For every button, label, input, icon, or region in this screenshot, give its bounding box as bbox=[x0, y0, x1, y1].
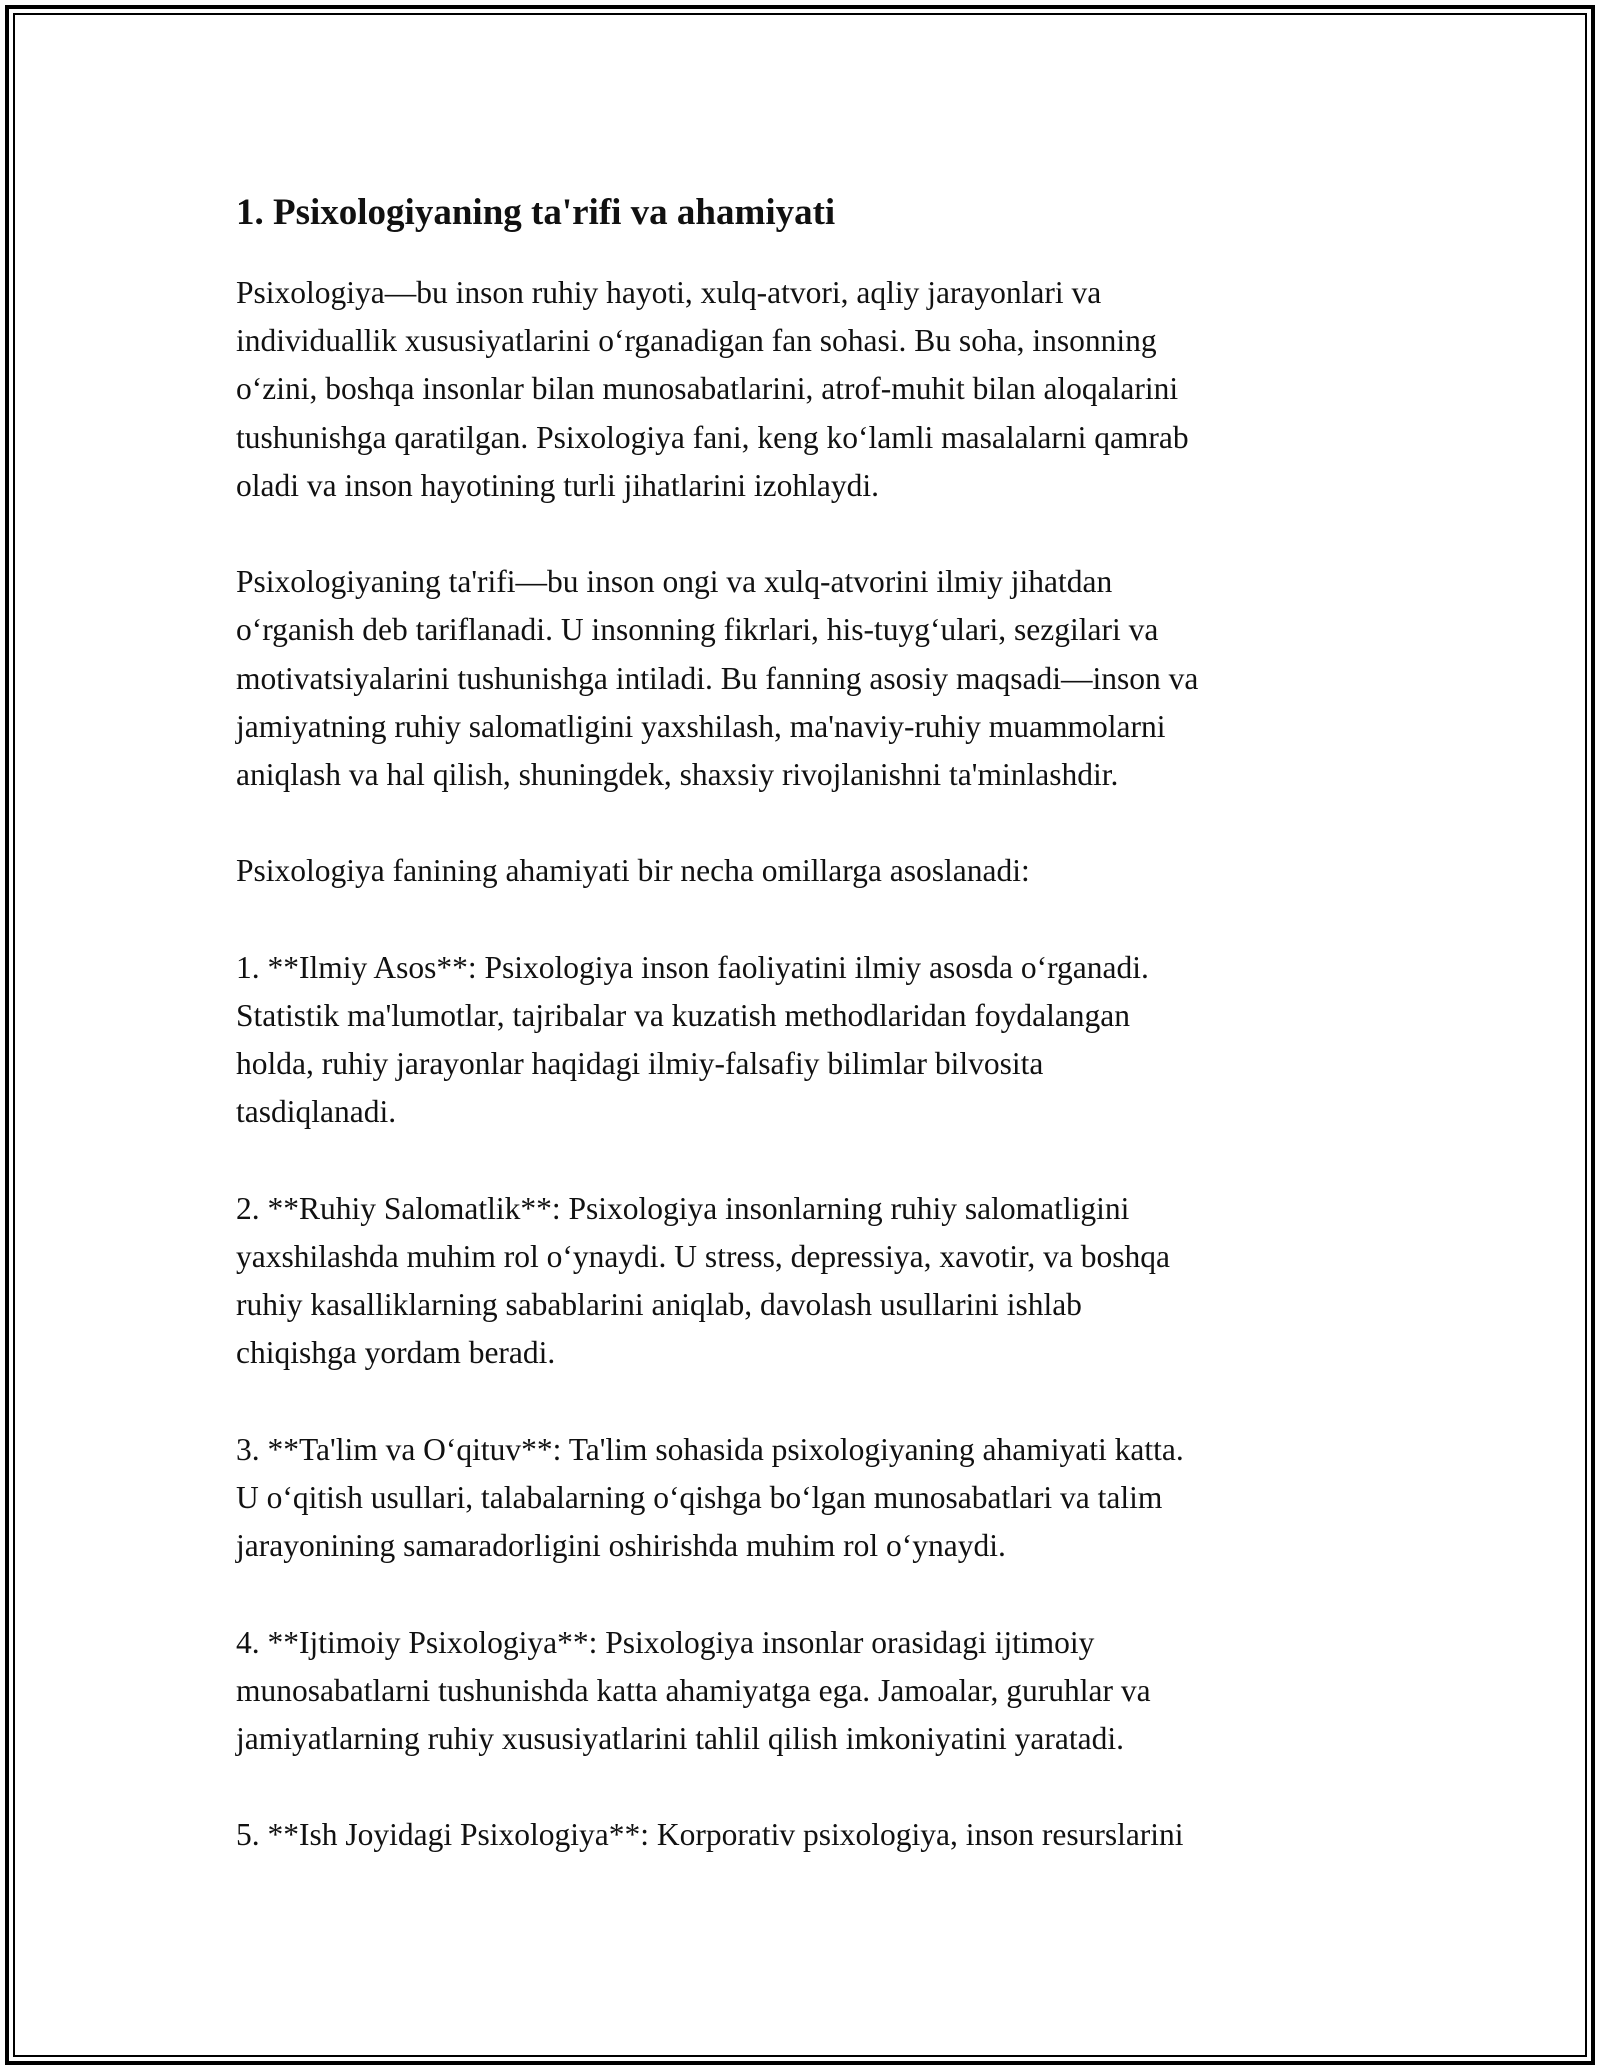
text-line: tushunishga qaratilgan. Psixologiya fani, keng ko‘lamli masalalarni qamrab bbox=[236, 419, 1189, 455]
text-line: munosabatlarni tushunishda katta ahamiyatga ega. Jamoalar, guruhlar va bbox=[236, 1672, 1151, 1708]
text-line: o‘zini, boshqa insonlar bilan munosabatlarini, atrof-muhit bilan aloqalarini bbox=[236, 371, 1179, 407]
text-line: individuallik xususiyatlarini o‘rganadigan fan sohasi. Bu soha, insonning bbox=[236, 323, 1157, 359]
text-line: Psixologiya fanining ahamiyati bir necha omillarga asoslanadi: bbox=[236, 853, 1030, 889]
text-line: jamiyatlarning ruhiy xususiyatlarini tahlil qilish imkoniyatini yaratadi. bbox=[236, 1721, 1124, 1756]
text-line: oladi va inson hayotining turli jihatlarini izohlaydi. bbox=[236, 467, 880, 503]
text-line: ruhiy kasalliklarning sabablarini aniqlab, davolash usullarini ishlab bbox=[236, 1287, 1082, 1323]
list-item-ruhiy-salomatlik bbox=[236, 1185, 1366, 1378]
text-line: chiqishga yordam beradi. bbox=[236, 1335, 556, 1371]
document-body bbox=[236, 185, 1366, 1908]
text-line: jarayonining samaradorligini oshirishda muhim rol o‘ynaydi. bbox=[236, 1528, 1006, 1564]
text-line: 5. **Ish Joyidagi Psixologiya**: Korporativ psixologiya, inson resurslarini bbox=[236, 1817, 1184, 1853]
paragraph-importance-intro bbox=[236, 847, 1366, 895]
text-line: 3. **Ta'lim va O‘qituv**: Ta'lim sohasida psixologiyaning ahamiyati katta. bbox=[236, 1431, 1184, 1467]
text-line: 1. **Ilmiy Asos**: Psixologiya inson faoliyatini ilmiy asosda o‘rganadi. bbox=[236, 949, 1149, 985]
list-item-ish-joyidagi bbox=[236, 1811, 1366, 1859]
text-line: 2. **Ruhiy Salomatlik**: Psixologiya insonlarning ruhiy salomatligini bbox=[236, 1190, 1130, 1226]
document-title: 1. Psixologiyaning ta'rifi va ahamiyati bbox=[236, 192, 836, 233]
list-item-talim bbox=[236, 1426, 1366, 1571]
text-line: Statistik ma'lumotlar, tajribalar va kuzatish methodlaridan foydalangan bbox=[236, 998, 1131, 1033]
text-line: o‘rganish deb tariflanadi. U insonning fikrlari, his-tuyg‘ulari, sezgilari va bbox=[236, 612, 1159, 648]
text-line: tasdiqlanadi. bbox=[236, 1094, 397, 1130]
text-line: 4. **Ijtimoiy Psixologiya**: Psixologiya insonlar orasidagi ijtimoiy bbox=[236, 1624, 1095, 1660]
text-line: Psixologiya—bu inson ruhiy hayoti, xulq-atvori, aqliy jarayonlari va bbox=[236, 275, 1102, 310]
text-line: jamiyatning ruhiy salomatligini yaxshilash, ma'naviy-ruhiy muammolarni bbox=[236, 708, 1166, 744]
text-line: holda, ruhiy jarayonlar haqidagi ilmiy-falsafiy bilimlar bilvosita bbox=[236, 1046, 1044, 1082]
text-line: Psixologiyaning ta'rifi—bu inson ongi va xulq-atvorini ilmiy jihatdan bbox=[236, 564, 1113, 600]
paragraph-definition bbox=[236, 269, 1366, 510]
text-line: motivatsiyalarini tushunishga intiladi. Bu fanning asosiy maqsadi—inson va bbox=[236, 660, 1199, 696]
text-line: aniqlash va hal qilish, shuningdek, shaxsiy rivojlanishni ta'minlashdir. bbox=[236, 757, 1119, 793]
text-line: U o‘qitish usullari, talabalarning o‘qishga bo‘lgan munosabatlari va talim bbox=[236, 1480, 1163, 1515]
text-line: yaxshilashda muhim rol o‘ynaydi. U stress, depressiya, xavotir, va boshqa bbox=[236, 1239, 1170, 1274]
list-item-ijtimoiy bbox=[236, 1619, 1366, 1764]
list-item-ilmiy-asos bbox=[236, 944, 1366, 1137]
paragraph-tarif bbox=[236, 558, 1366, 799]
